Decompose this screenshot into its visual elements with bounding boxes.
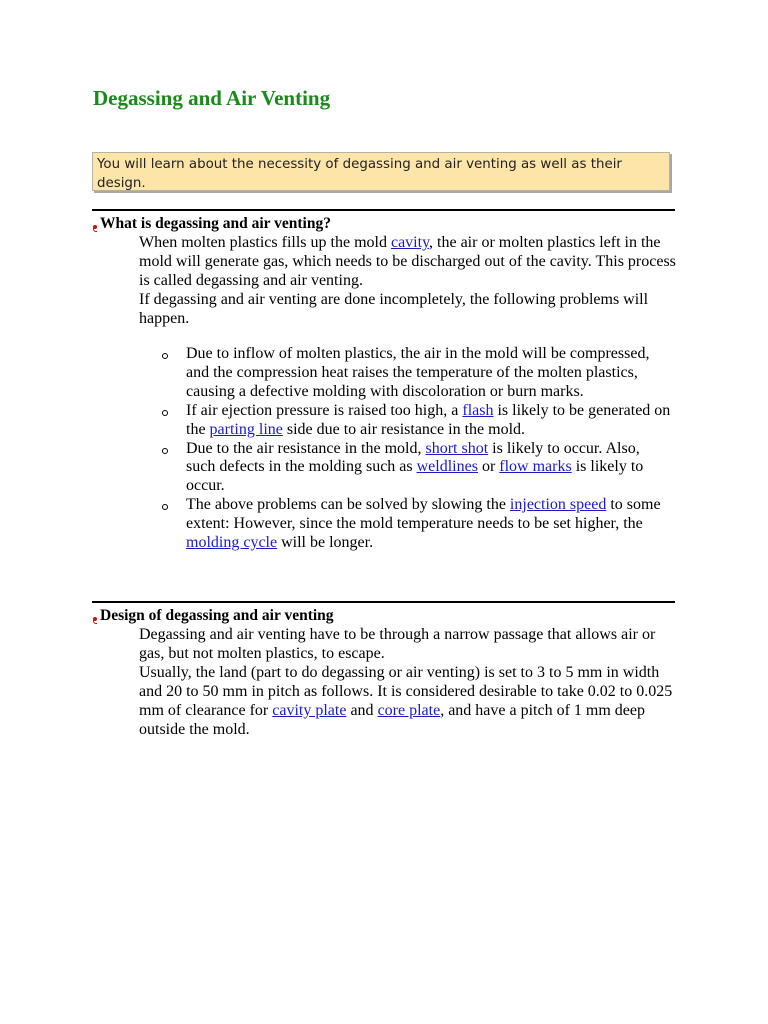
section1-paragraph-2: If degassing and air venting are done incompletely, the following problems will happen. (139, 291, 649, 327)
section-heading-design: Design of degassing and air venting (100, 607, 334, 624)
list-item: The above problems can be solved by slowing the injection speed to some extent: However, since the mold temperature needs to be set higher, the molding cycle will be longer. (162, 496, 672, 553)
page-title: Degassing and Air Venting (93, 86, 331, 110)
section-divider (92, 209, 675, 211)
list-item: Due to the air resistance in the mold, short shot is likely to occur. Also, such defects in the molding such as weldlines or flow marks is likely to occur. (162, 440, 672, 497)
hollow-circle-icon (162, 504, 168, 510)
hollow-circle-icon (162, 448, 168, 454)
hollow-circle-icon (162, 353, 168, 359)
link-cavity-plate[interactable]: cavity plate (272, 701, 347, 719)
link-flash[interactable]: flash (462, 401, 494, 419)
link-short-shot[interactable]: short shot (425, 439, 489, 457)
red-hook-bullet-icon (93, 617, 97, 621)
red-hook-bullet-icon (93, 225, 97, 229)
intro-box: You will learn about the necessity of degassing and air venting as well as their design. (92, 152, 670, 191)
problems-list (162, 345, 672, 553)
list-item: Due to inflow of molten plastics, the air in the mold will be compressed, and the compression heat raises the temperature of the molten plastics, causing a defective molding with discoloration or burn marks. (162, 345, 672, 402)
section2-paragraph-2: Usually, the land (part to do degassing or air venting) is set to 3 to 5 mm in width and 20 to 50 mm in pitch as follows. It is considered desirable to take 0.02 to 0.025 mm of clearance for cavity plate and core plate, and have a pitch of 1 mm deep outside the mold. (139, 664, 673, 738)
section-divider (92, 601, 675, 603)
link-injection-speed[interactable]: injection speed (509, 496, 607, 514)
hollow-circle-icon (162, 410, 168, 416)
link-flow-marks[interactable]: flow marks (499, 458, 572, 476)
link-cavity[interactable]: cavity (390, 234, 430, 251)
section1-paragraph-1: When molten plastics fills up the mold cavity, the air or molten plastics left in the mold will generate gas, which needs to be discharged out of the cavity. This process is called degassing and air venting. (139, 234, 676, 289)
link-core-plate[interactable]: core plate (377, 701, 441, 719)
link-weldlines[interactable]: weldlines (416, 458, 478, 476)
link-molding-cycle[interactable]: molding cycle (186, 534, 278, 552)
list-item: If air ejection pressure is raised too high, a flash is likely to be generated on the parting line side due to air resistance in the mold. (162, 402, 672, 440)
section-heading-what-is: What is degassing and air venting? (100, 215, 331, 232)
link-parting-line[interactable]: parting line (209, 420, 283, 438)
section2-paragraph-1: Degassing and air venting have to be through a narrow passage that allows air or gas, but not molten plastics, to escape. (139, 626, 656, 662)
